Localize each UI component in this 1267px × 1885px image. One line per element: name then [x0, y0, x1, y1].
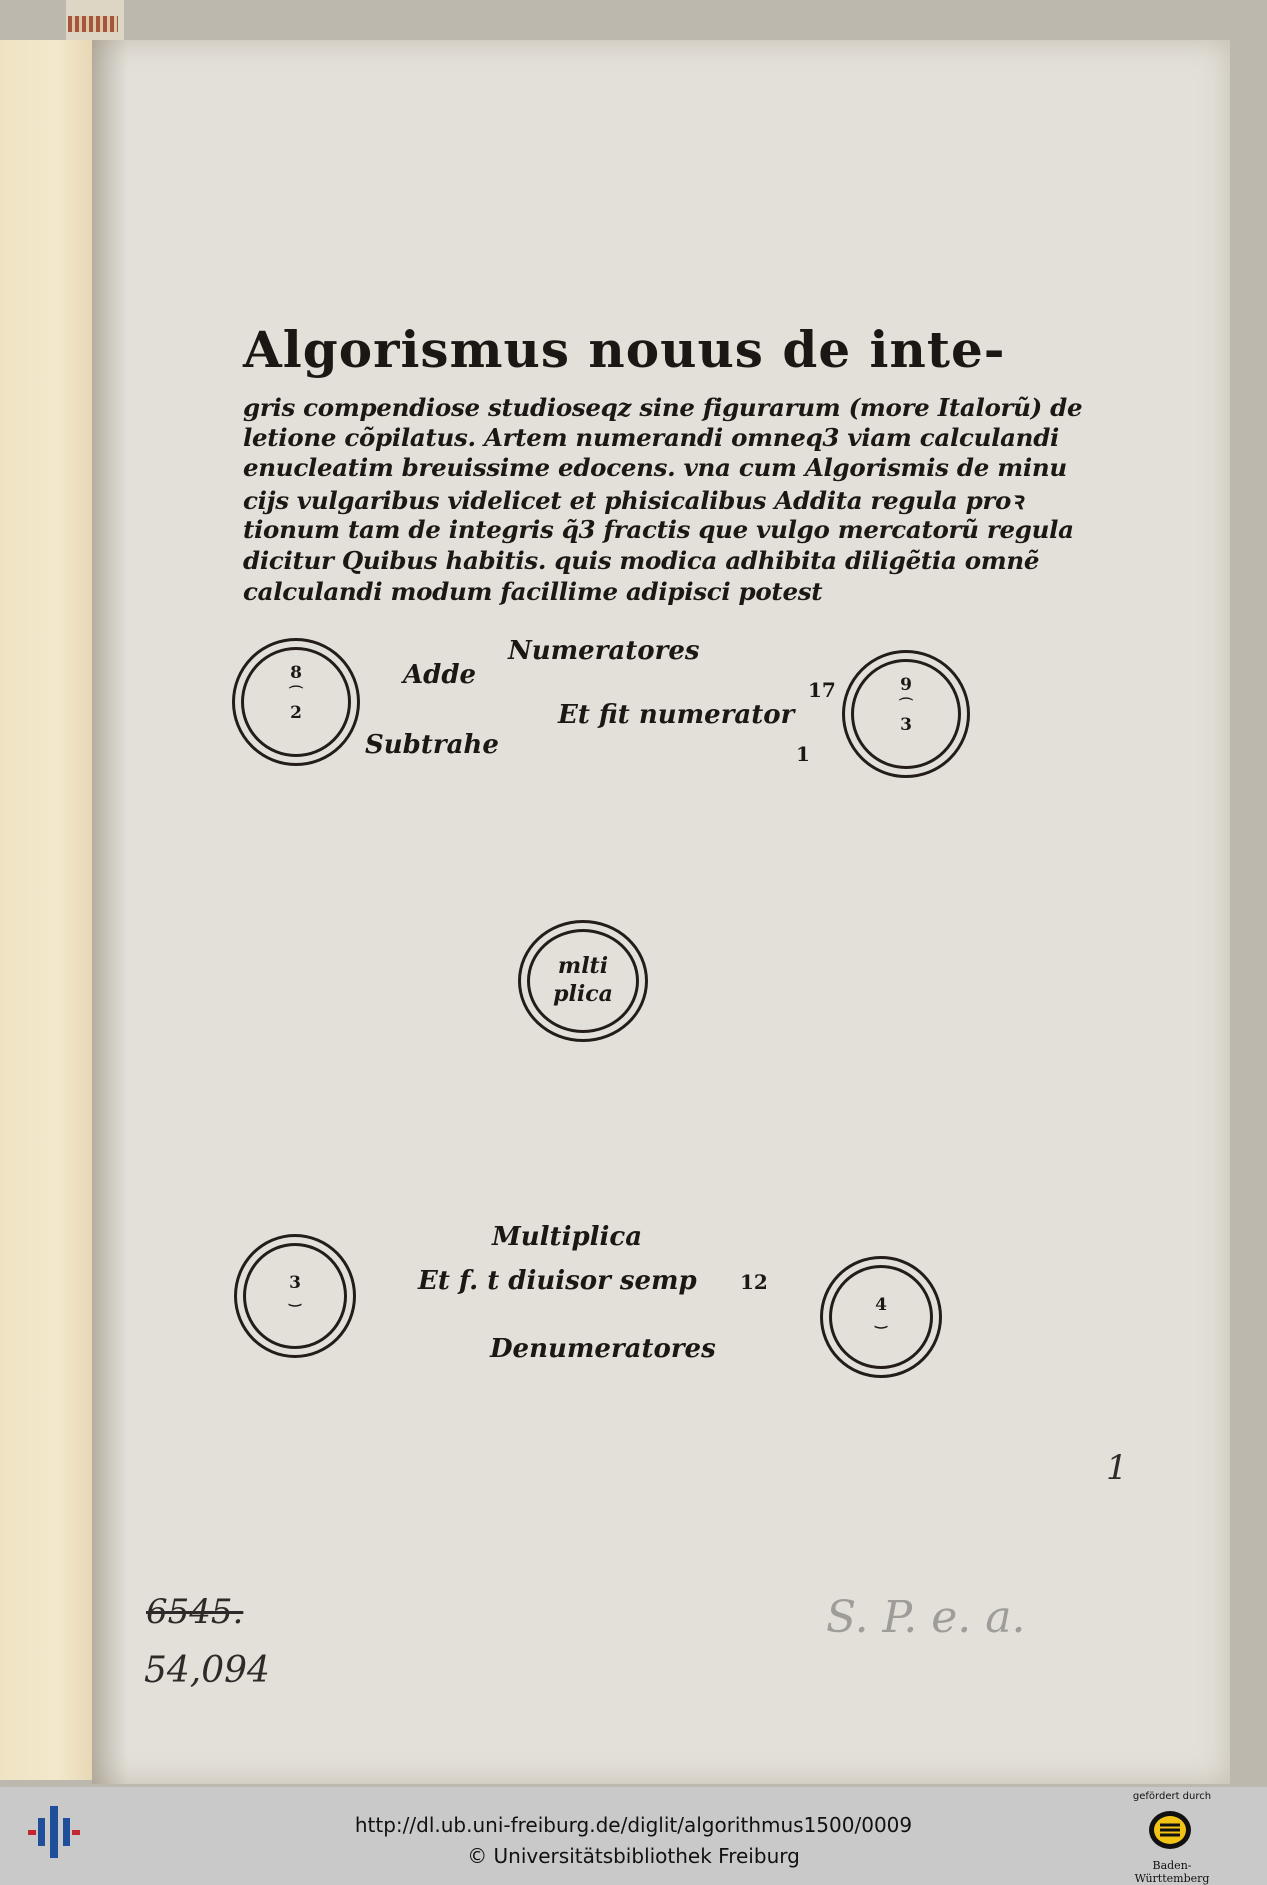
- struck-shelfmark: 6545.: [146, 1592, 244, 1632]
- multiplica-line-1: mlti: [557, 953, 609, 979]
- sponsor-label: gefördert durch: [1132, 1791, 1212, 1802]
- arc-mark: ⌒: [289, 686, 303, 702]
- multiplica-heading: Multiplica: [492, 1222, 643, 1252]
- band-tab: [68, 16, 118, 32]
- result-number-12: 12: [740, 1270, 768, 1294]
- right-denominator-circle: [820, 1256, 942, 1378]
- label-denumeratores: Denumeratores: [490, 1334, 716, 1364]
- right-denominator-value: 4: [875, 1295, 887, 1315]
- numeratores-heading: Numeratores: [508, 636, 700, 666]
- label-et-fit-divisor: Et f. t diuisor semp: [418, 1266, 697, 1296]
- pencil-note: S. P. e. a.: [826, 1592, 1026, 1643]
- sponsor-name: Baden-Württemberg: [1134, 1859, 1210, 1885]
- right-fraction-circle: [842, 650, 970, 778]
- body-line-2: letione cõpilatus. Artem numerandi omneq3 viam calculandi: [243, 423, 1060, 452]
- body-line-7: calculandi modum facillime adipisci potest: [243, 577, 823, 606]
- baden-wuerttemberg-crest-icon: [1148, 1808, 1192, 1852]
- book-binding: [0, 40, 98, 1780]
- body-line-1: gris compendiose studioseqz sine figurarum (more Italorũ) de: [243, 393, 1083, 422]
- left-fraction-circle: [232, 638, 360, 766]
- label-et-fit-numerator: Et fit numerator: [558, 700, 795, 730]
- shelfmark: 54,094: [144, 1650, 270, 1691]
- label-subtrahe: Subtrahe: [365, 730, 499, 760]
- arc-mark: ⌒: [899, 698, 913, 714]
- page-gutter-shadow: [92, 40, 128, 1784]
- result-number-17: 17: [808, 678, 836, 702]
- result-mark: 1: [796, 742, 810, 766]
- multiplica-circle: [518, 920, 648, 1042]
- left-circle-denominator: 2: [290, 703, 302, 723]
- label-adde: Adde: [403, 660, 477, 690]
- left-circle-numerator: 8: [290, 663, 302, 683]
- body-line-5: tionum tam de integris q̃3 fractis que vulgo mercatorũ regula: [243, 515, 1074, 544]
- body-line-4: cijs vulgaribus videlicet et phisicalibus Addita regula proꝛ: [243, 486, 1023, 515]
- left-denominator-value: 3: [289, 1273, 301, 1293]
- folio-number: 1: [1106, 1448, 1128, 1488]
- body-line-3: enucleatim breuissime edocens. vna cum Algorismis de minu: [243, 453, 1067, 482]
- arc-mark: ‿: [875, 1313, 887, 1329]
- right-circle-denominator: 3: [900, 715, 912, 735]
- right-circle-numerator: 9: [900, 675, 912, 695]
- left-denominator-circle: [234, 1234, 356, 1358]
- book-page: [92, 40, 1230, 1784]
- page-title: Algorismus nouus de inte-: [243, 320, 1006, 379]
- footer-copyright: © Universitätsbibliothek Freiburg: [467, 1844, 800, 1868]
- multiplica-line-2: plica: [553, 981, 613, 1007]
- footer-url[interactable]: http://dl.ub.uni-freiburg.de/diglit/algorithmus1500/0009: [354, 1813, 913, 1837]
- body-line-6: dicitur Quibus habitis. quis modica adhibita diligẽtia omnẽ: [243, 546, 1040, 575]
- arc-mark: ‿: [289, 1291, 301, 1307]
